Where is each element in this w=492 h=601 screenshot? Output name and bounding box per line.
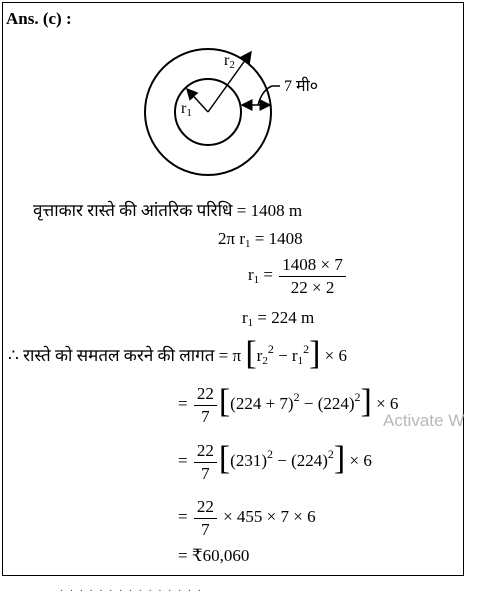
clipped-next-line: · · · · · · · · · · · · · · · xyxy=(60,586,203,597)
cost-step-1: = $\frac{22}{7}$ $[(224 + 7)^2 - (224)^2] \times 6$ xyxy=(178,382,399,426)
r1-fraction: $\frac{1408 \times 7}{22 \times 2}$ xyxy=(279,255,346,297)
activation-watermark: Activate W xyxy=(383,411,465,430)
cost-step-3: = $\frac{22}{7}$ × 455 × 7 × 6 xyxy=(178,497,316,539)
r1-result-line: $r_1 = 224$ m xyxy=(242,308,315,329)
final-cost: = ₹60,060 xyxy=(178,546,250,565)
width-label: 7 मी० xyxy=(284,78,319,95)
r1-fraction-line: $r_1$ = $\frac{1408 \times 7}{22 \times 2}$ xyxy=(248,255,348,297)
cost-formula-line: ∴ रास्ते को समतल करने की लागत = π $[r_2^2 - r_1^2] \times 6$ xyxy=(8,335,348,372)
circumference-equation: 2π $r_1 = 1408$ xyxy=(218,229,303,250)
inner-circumference-line: वृत्ताकार रास्ते की आंतरिक परिधि = 1408 m xyxy=(33,201,303,220)
r2-label: $r_2$ xyxy=(224,52,235,71)
r1-label: $r_1$ xyxy=(181,100,192,119)
cost-step-2: = $\frac{22}{7}$ $[(231)^2 - (224)^2] \times 6$ xyxy=(178,439,372,483)
answer-label: Ans. (c) : xyxy=(6,9,72,28)
